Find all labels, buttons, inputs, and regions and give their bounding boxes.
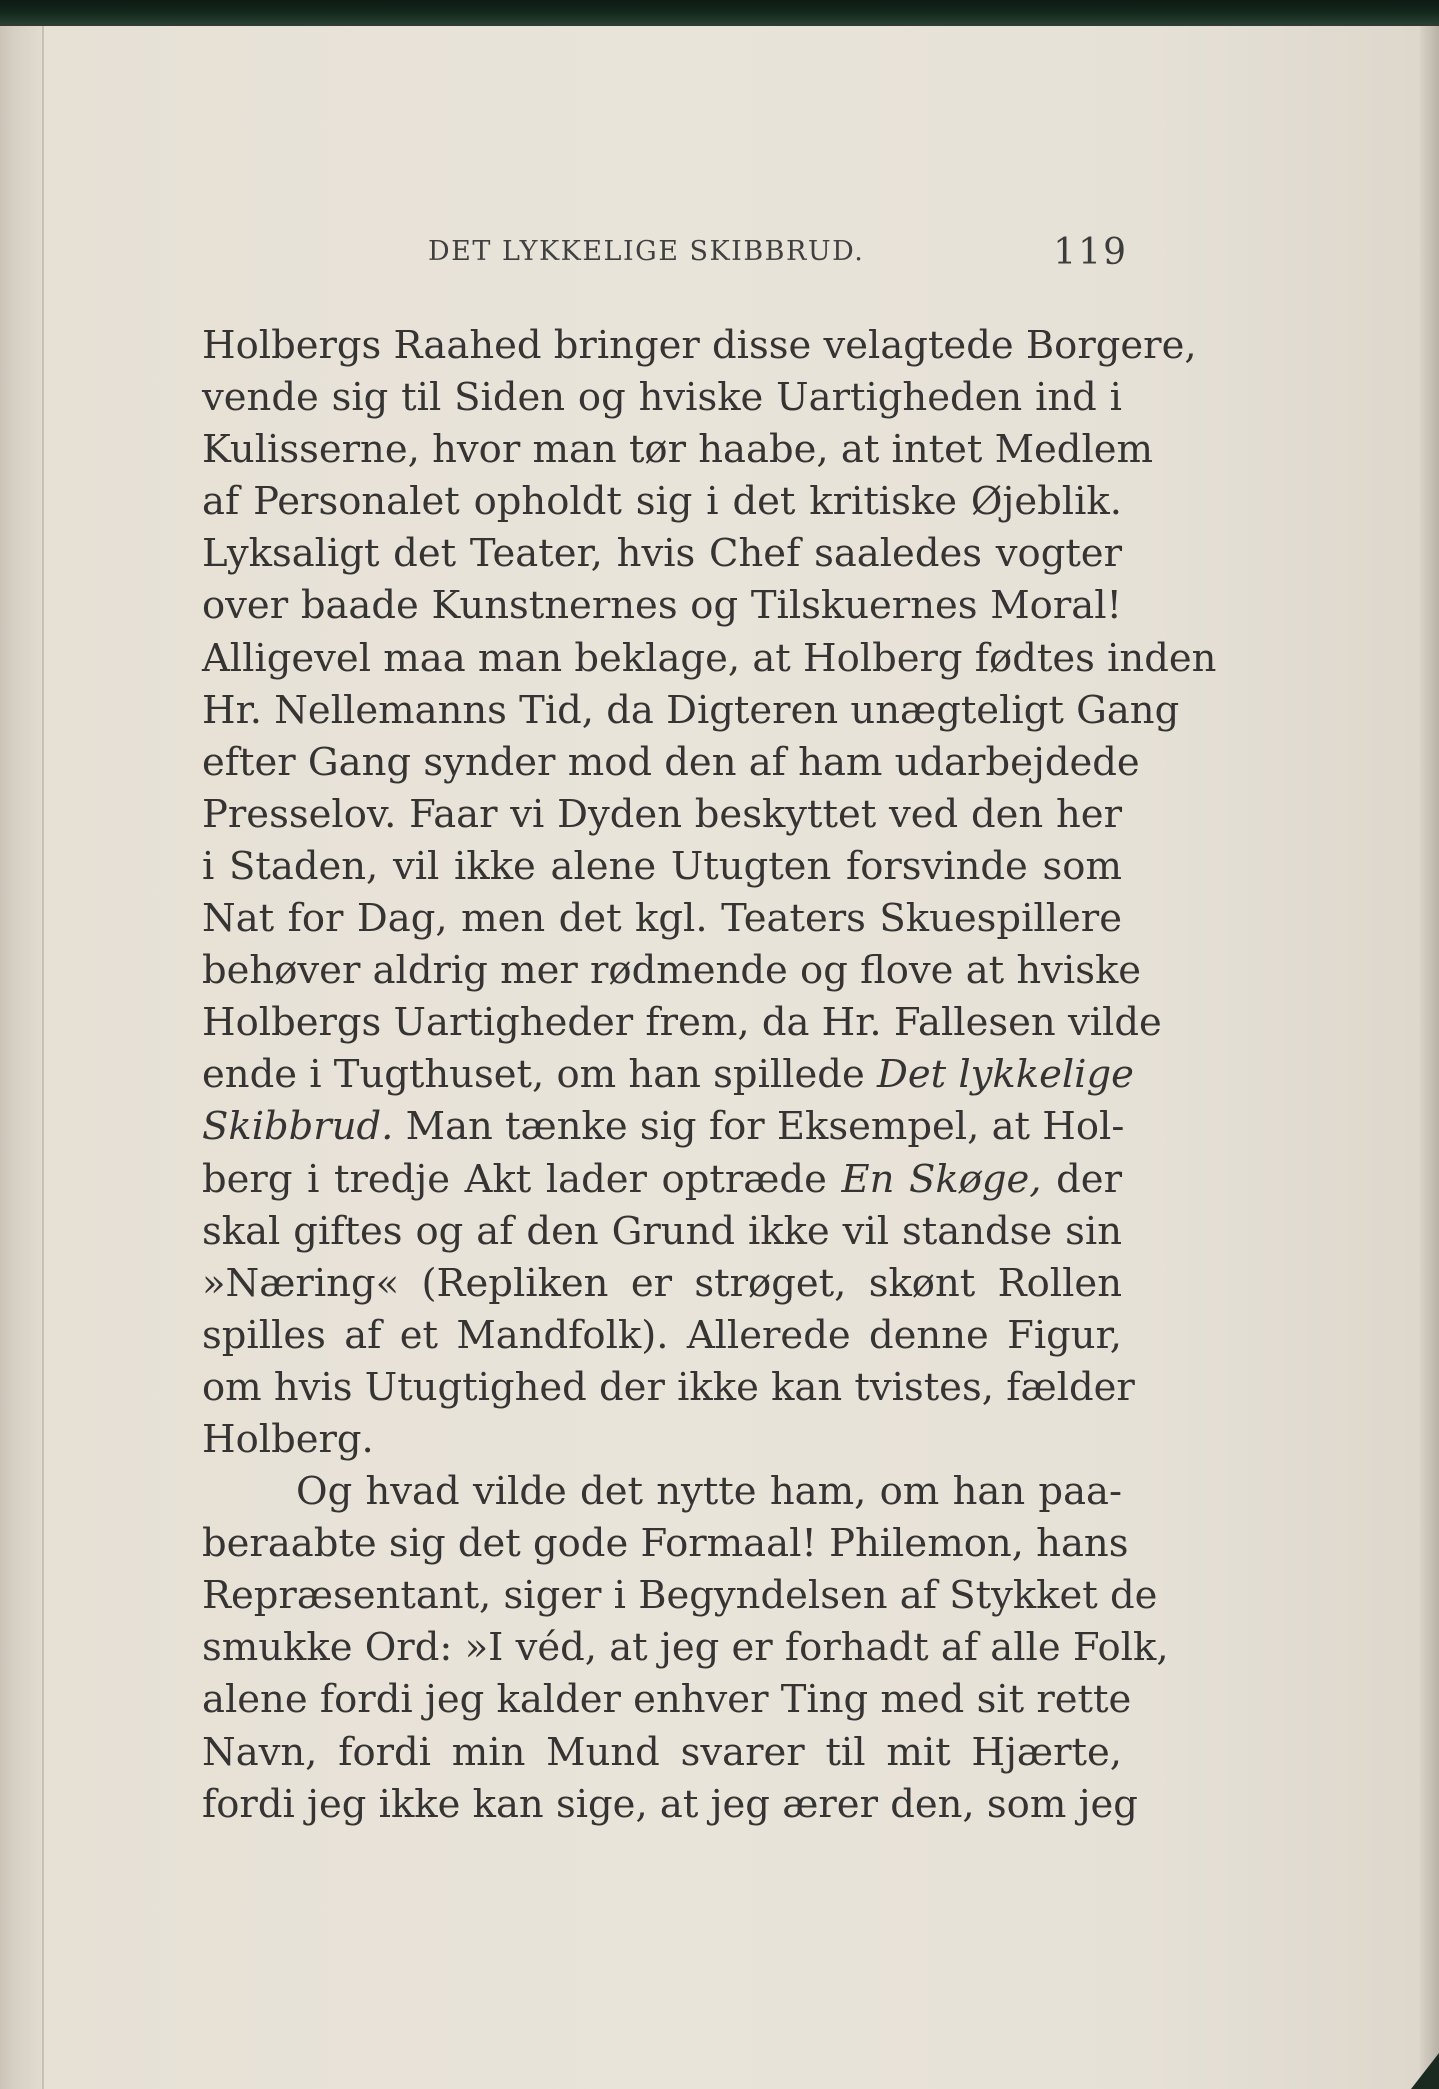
text-line: fordi jeg ikke kan sige, at jeg ærer den, som jeg — [202, 1781, 1138, 1827]
text-line — [202, 1049, 1134, 1101]
paragraph-first-line: Og hvad vilde det nytte ham, om han paa- — [296, 1469, 1122, 1515]
book-cover-edge — [0, 0, 1439, 26]
text-line: om hvis Utugtighed der ikke kan tvistes, fælder — [202, 1364, 1135, 1410]
text-line: Navn, fordi min Mund svarer til mit Hjærte, — [202, 1729, 1122, 1775]
text-line: Alligevel maa man beklage, at Holberg fødtes inden — [202, 635, 1217, 681]
text-line: »Næring« (Repliken er strøget, skønt Rollen — [202, 1260, 1122, 1306]
text-line: i Staden, vil ikke alene Utugten forsvinde som — [202, 843, 1122, 889]
page-fore-edge — [1420, 26, 1439, 2089]
text-line: Kulisserne, hvor man tør haabe, at intet Medlem — [202, 427, 1154, 473]
text-line: Hr. Nellemanns Tid, da Digteren unægteligt Gang — [202, 687, 1180, 733]
text-line: Nat for Dag, men det kgl. Teaters Skuespillere — [202, 896, 1122, 942]
text-fragment: ende i Tugthuset, om han spillede — [202, 1052, 877, 1098]
page-number: 119 — [1053, 232, 1128, 273]
text-line: af Personalet opholdt sig i det kritiske Øjeblik. — [202, 479, 1122, 525]
text-line: Holbergs Uartigheder frem, da Hr. Fallesen vilde — [202, 1000, 1162, 1046]
text-line — [202, 1154, 1122, 1206]
cover-corner — [1411, 2053, 1439, 2089]
text-line — [202, 1101, 1125, 1153]
text-line: over baade Kunstnernes og Tilskuernes Moral! — [202, 583, 1122, 629]
body-text — [202, 320, 1217, 1831]
italic-title: En Skøge, — [841, 1156, 1042, 1202]
text-line: spilles af et Mandfolk). Allerede denne Figur, — [202, 1312, 1122, 1358]
text-line: Presselov. Faar vi Dyden beskyttet ved den her — [202, 791, 1122, 837]
page-header — [428, 232, 1128, 276]
text-line: vende sig til Siden og hviske Uartigheden ind i — [202, 375, 1122, 421]
page-gutter-edge — [0, 26, 44, 2089]
text-line: behøver aldrig mer rødmende og flove at hviske — [202, 948, 1142, 994]
text-fragment: Man tænke sig for Eksempel, at Hol- — [393, 1104, 1125, 1150]
text-line: Holberg. — [202, 1416, 374, 1462]
text-line: beraabte sig det gode Formaal! Philemon, hans — [202, 1521, 1129, 1567]
text-line: skal giftes og af den Grund ikke vil standse sin — [202, 1208, 1122, 1254]
running-head: DET LYKKELIGE SKIBBRUD. — [428, 236, 865, 267]
italic-title: Det lykkelige — [876, 1052, 1134, 1098]
text-line: alene fordi jeg kalder enhver Ting med sit rette — [202, 1677, 1132, 1723]
text-fragment: der — [1041, 1156, 1122, 1202]
text-line: efter Gang synder mod den af ham udarbejdede — [202, 739, 1140, 785]
text-fragment: berg i tredje Akt lader optræde — [202, 1156, 842, 1202]
text-line: Repræsentant, siger i Begyndelsen af Stykket de — [202, 1573, 1158, 1619]
italic-title: Skibbrud. — [202, 1104, 394, 1150]
text-line: Holbergs Raahed bringer disse velagtede Borgere, — [202, 323, 1197, 368]
text-line: smukke Ord: »I véd, at jeg er forhadt af alle Folk, — [202, 1625, 1169, 1671]
text-line: Lyksaligt det Teater, hvis Chef saaledes vogter — [202, 531, 1122, 577]
